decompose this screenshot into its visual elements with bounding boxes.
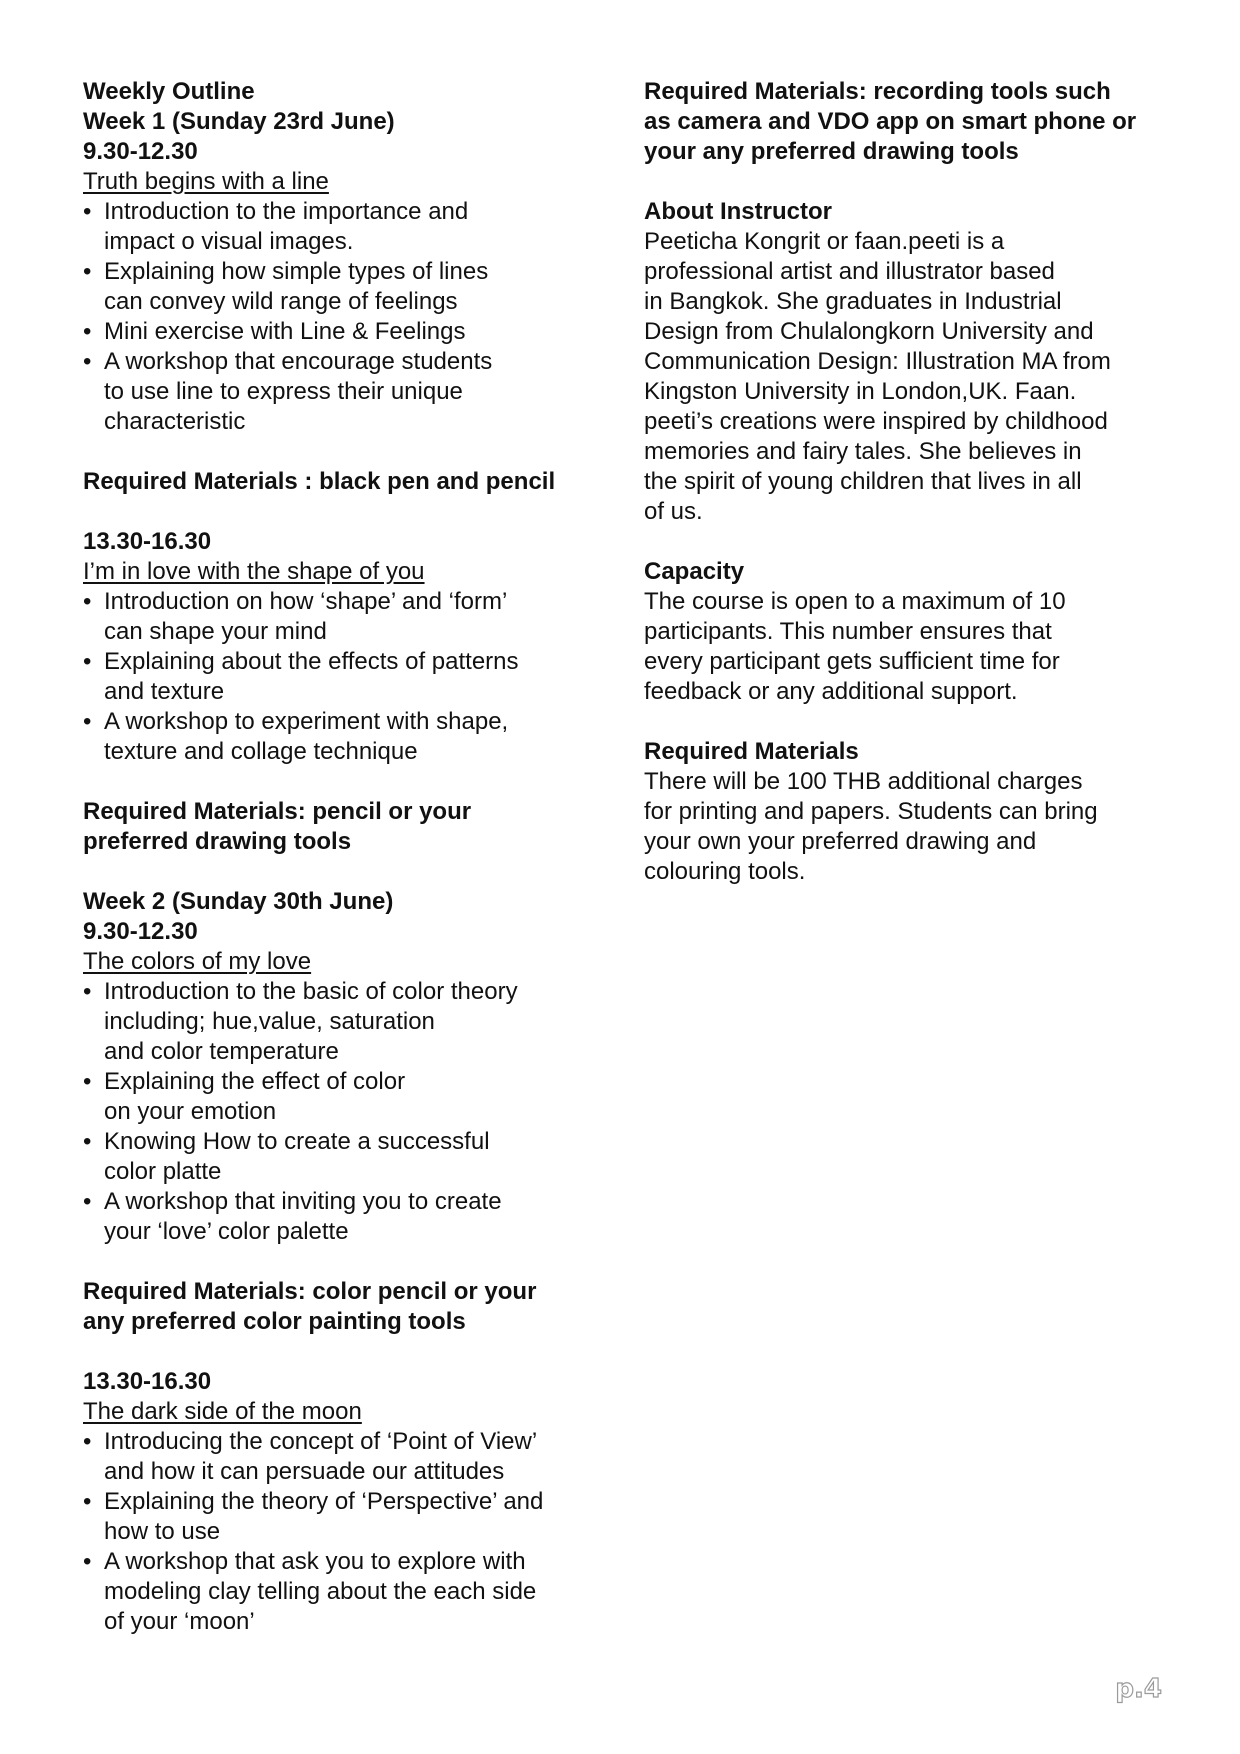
week2-morning-topic: The colors of my love [83, 948, 312, 975]
materials-heading: Required Materials [644, 738, 859, 765]
list-item: • Explaining the effect of color on your emotion [83, 1067, 623, 1127]
week1-morning-bullets [83, 197, 623, 437]
right-column [644, 77, 1174, 887]
week1-morning-topic: Truth begins with a line [83, 168, 329, 195]
week2-morning-materials: Required Materials: color pencil or your any preferred color painting tools [83, 1278, 537, 1335]
instructor-heading: About Instructor [644, 198, 832, 225]
list-item: • A workshop that inviting you to create your ‘love’ color palette [83, 1187, 623, 1247]
week2-afternoon-materials: Required Materials: recording tools such as camera and VDO app on smart phone or your any preferred drawing tools [644, 78, 1137, 165]
list-item: • Introduction to the importance and impact o visual images. [83, 197, 623, 257]
week1-afternoon-bullets [83, 587, 623, 767]
week2-morning-bullets [83, 977, 623, 1247]
list-item: • Explaining how simple types of lines can convey wild range of feelings [83, 257, 623, 317]
week1-morning-materials: Required Materials : black pen and pencil [83, 468, 556, 495]
week2-afternoon-bullets [83, 1427, 623, 1637]
capacity-heading: Capacity [644, 558, 745, 585]
list-item: • Explaining about the effects of patterns and texture [83, 647, 623, 707]
materials-text: There will be 100 THB additional charges for printing and papers. Students can bring your own your preferred drawing and colouring tools. [644, 768, 1098, 885]
list-item: • Introducing the concept of ‘Point of View’ and how it can persuade our attitudes [83, 1427, 623, 1487]
left-column [83, 77, 623, 1637]
list-item: • Introduction to the basic of color theory including; hue,value, saturation and color temperature [83, 977, 623, 1067]
week2-afternoon-time: 13.30-16.30 [83, 1368, 212, 1395]
list-item: • A workshop to experiment with shape, texture and collage technique [83, 707, 623, 767]
week1-label: Week 1 (Sunday 23rd June) [83, 108, 395, 135]
week2-morning-time: 9.30-12.30 [83, 918, 198, 945]
page-number: p.4 [1115, 1674, 1162, 1704]
weekly-outline-title: Weekly Outline [83, 78, 255, 105]
week1-morning-time: 9.30-12.30 [83, 138, 198, 165]
week2-label: Week 2 (Sunday 30th June) [83, 888, 394, 915]
list-item: • A workshop that ask you to explore with modeling clay telling about the each side of your ‘moon’ [83, 1547, 623, 1637]
week1-afternoon-materials: Required Materials: pencil or your preferred drawing tools [83, 798, 472, 855]
list-item: • Introduction on how ‘shape’ and ‘form’ can shape your mind [83, 587, 623, 647]
list-item: • Explaining the theory of ‘Perspective’ and how to use [83, 1487, 623, 1547]
capacity-text: The course is open to a maximum of 10 participants. This number ensures that every participant gets sufficient time for feedback or any additional support. [644, 588, 1066, 705]
list-item: • Mini exercise with Line & Feelings [83, 317, 623, 347]
instructor-text: Peeticha Kongrit or faan.peeti is a professional artist and illustrator based in Bangkok. She graduates in Industrial Design from Chulalongkorn University and Communication Design: Illustration MA from Kingston University in London,UK. Faan. peeti’s creations were inspired by childhood memories and fairy tales. She believes in the spirit of young children that lives in all of us. [644, 228, 1111, 525]
list-item: • A workshop that encourage students to use line to express their unique characteristic [83, 347, 623, 437]
week1-afternoon-topic: I’m in love with the shape of you [83, 558, 425, 585]
list-item: • Knowing How to create a successful color platte [83, 1127, 623, 1187]
week1-afternoon-time: 13.30-16.30 [83, 528, 212, 555]
week2-afternoon-topic: The dark side of the moon [83, 1398, 362, 1425]
